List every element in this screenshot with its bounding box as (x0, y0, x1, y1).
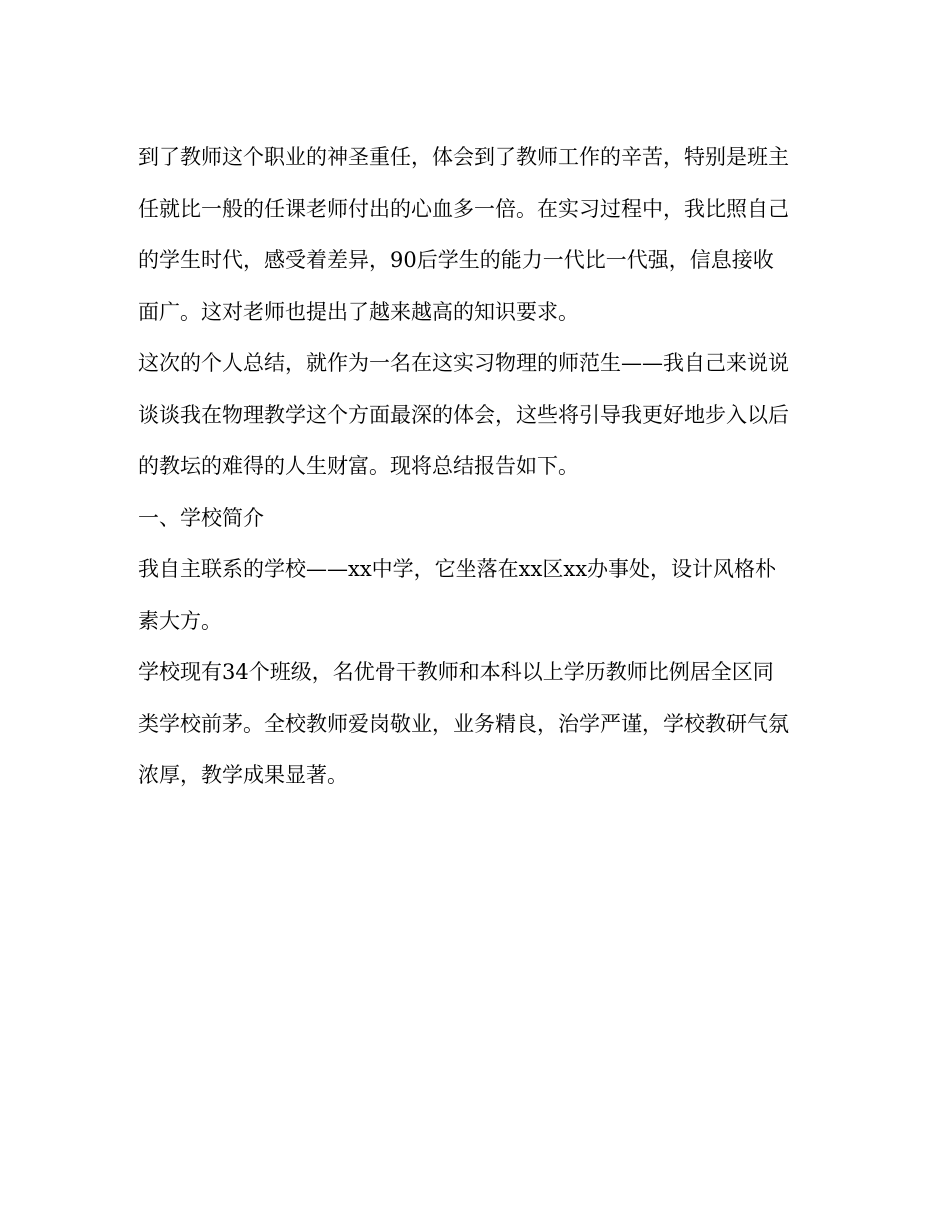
text-line: 素大方。 (138, 608, 222, 633)
text-line: 谈谈我在物理教学这个方面最深的体会，这些将引导我更好地步入以后 (138, 402, 789, 427)
document-body (138, 132, 828, 802)
text-line: 任就比一般的任课老师付出的心血多一倍。在实习过程中，我比照自己 (138, 196, 789, 221)
text-line: 的学生时代，感受着差异，90后学生的能力一代比一代强，信息接收 (138, 248, 774, 272)
text-line: 这次的个人总结，就作为一名在这实习物理的师范生——我自己来说说 (138, 351, 789, 375)
text-line: 浓厚，教学成果显著。 (138, 763, 348, 787)
text-line: 类学校前茅。全校教师爱岗敬业，业务精良，治学严谨，学校教研气氛 (138, 711, 789, 736)
text-line: 面广。这对老师也提出了越来越高的知识要求。 (138, 299, 579, 324)
text-line: 我自主联系的学校——xx中学，它坐落在xx区xx办事处，设计风格朴 (138, 557, 777, 581)
section-heading: 一、学校简介 (138, 505, 264, 530)
text-line: 的教坛的难得的人生财富。现将总结报告如下。 (138, 454, 579, 478)
text-line: 学校现有34个班级，名优骨干教师和本科以上学历教师比例居全区同 (138, 660, 774, 684)
text-line: 到了教师这个职业的神圣重任，体会到了教师工作的辛苦，特别是班主 (138, 145, 789, 169)
